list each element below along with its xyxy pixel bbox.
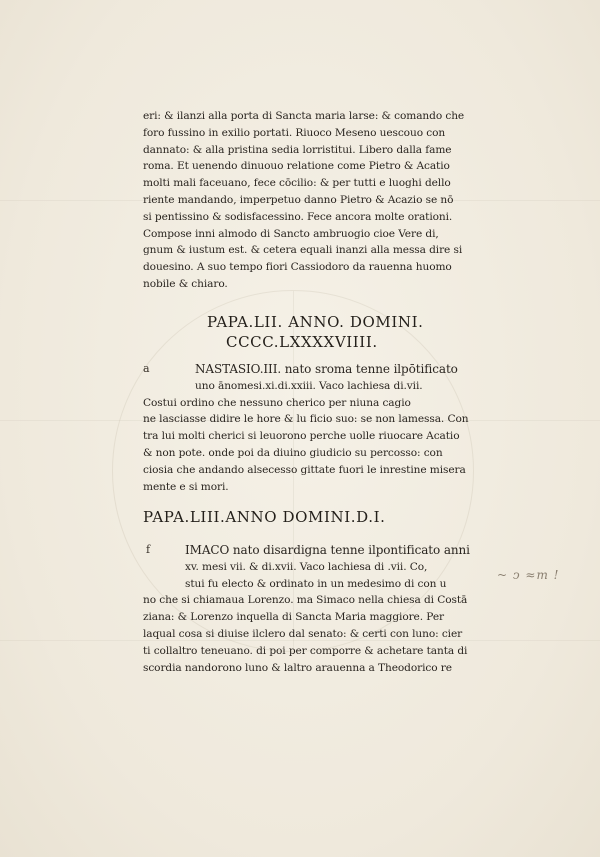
marginal-annotation: ~ ↄ ≈ⅿ ! <box>497 568 560 582</box>
paragraph-2 <box>143 361 493 495</box>
text-line: mente e si mori. <box>143 480 229 493</box>
text-line: Costui ordino che nessuno cherico per niuna cagio <box>143 396 411 409</box>
text-line: si pentissino & sodisfacessino. Fece ancora molte orationi. <box>143 210 453 223</box>
text-line-initial: NASTASIO.III. nato sroma tenne ilpōtificato <box>195 362 458 376</box>
text-line: molti mali faceuano, fece cōcilio: & per tutti e luoghi dello <box>143 177 451 190</box>
text-line: riente mandando, imperpetuo danno Pietro & Acazio se nō <box>143 193 454 206</box>
text-line: scordia nandorono luno & laltro arauenna a Theodorico re <box>143 661 452 674</box>
text-line: ciosia che andando alsecesso gittate fuori le inrestine misera <box>143 463 466 476</box>
text-line: gnum & iustum est. & cetera equali inanzi alla messa dire si <box>143 244 463 257</box>
text-line: nobile & chiaro. <box>143 277 228 290</box>
text-line: stui fu electo & ordinato in un medesimo di con u <box>185 577 447 590</box>
text-line: douesino. A suo tempo fiori Cassiodoro da rauenna huomo <box>143 261 452 274</box>
text-line: eri: & ilanzi alla porta di Sancta maria larse: & comando che <box>143 110 465 122</box>
section-heading-papa-liii: PAPA.LIII.ANNO DOMINI.D.I. <box>143 508 386 526</box>
text-line: Compose inni almodo di Sancto ambruogio cioe Vere di, <box>143 227 439 240</box>
text-line: tra lui molti cherici si leuorono perche uolle riuocare Acatio <box>143 430 460 443</box>
text-line: laqual cosa si diuise ilclero dal senato: & certi con luno: cier <box>143 627 463 640</box>
text-line-initial: IMACO nato disardigna tenne ilpontificato anni <box>185 543 470 557</box>
text-line: dannato: & alla pristina sedia lorristitui. Libero dalla fame <box>143 143 452 156</box>
text-line: foro fussino in exilio portati. Riuoco Meseno uescouo con <box>143 126 446 139</box>
text-line: & non pote. onde poi da diuino giudicio su percosso: con <box>143 446 443 459</box>
text-line: xv. mesi vii. & di.xvii. Vaco lachiesa di .vii. Co, <box>185 560 428 573</box>
text-line: ne lasciasse didire le hore & lu ficio suo: se non lamessa. Con <box>143 413 469 426</box>
paragraph-1 <box>143 108 493 293</box>
paragraph-3 <box>143 542 493 676</box>
guide-letter: a <box>143 362 150 375</box>
section-heading-year: CCCC.LXXXXVIIII. <box>226 333 378 351</box>
guide-letter: f <box>146 543 151 556</box>
text-line: no che si chiamaua Lorenzo. ma Simaco nella chiesa di Costā <box>143 594 468 607</box>
text-line: uno ānomesi.xi.di.xxiii. Vaco lachiesa di.vii. <box>195 379 423 392</box>
text-line: roma. Et uenendo dinuouo relatione come Pietro & Acatio <box>143 160 450 173</box>
section-heading-papa-lii: PAPA.LII. ANNO. DOMINI. <box>207 313 424 331</box>
text-line: ziana: & Lorenzo inquella di Sancta Maria maggiore. Per <box>143 611 444 624</box>
text-line: ti collaltro teneuano. di poi per comporre & achetare tanta di <box>143 644 468 657</box>
